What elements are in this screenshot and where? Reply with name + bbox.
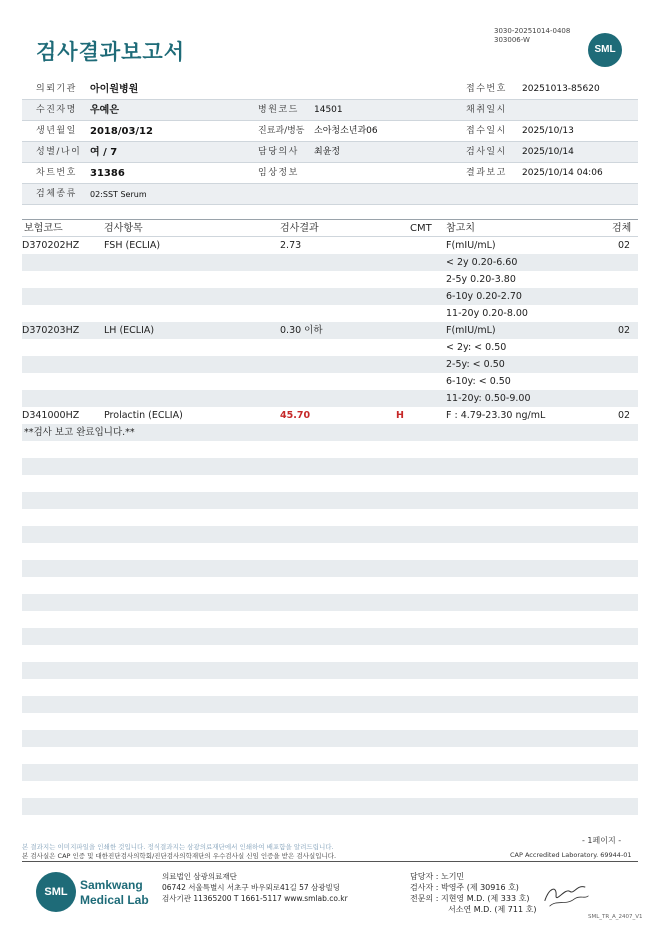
info-row xyxy=(22,142,638,163)
table-row xyxy=(22,356,638,373)
patient-label: 수진자명 xyxy=(36,105,77,115)
row-specimen: 02 xyxy=(618,410,631,421)
document-ids xyxy=(494,27,570,45)
table-row xyxy=(22,237,638,254)
empty-row xyxy=(22,492,638,509)
lab-name-line2: Medical Lab xyxy=(80,893,149,907)
empty-row xyxy=(22,594,638,611)
hospital-label: 의뢰기관 xyxy=(36,84,77,94)
lab-name-line1: Samkwang xyxy=(80,878,143,892)
table-row xyxy=(22,288,638,305)
row-code: D370203HZ xyxy=(22,325,80,336)
row-reference: 2-5y: < 0.50 xyxy=(446,359,505,370)
table-row xyxy=(22,339,638,356)
hospital-code-value: 14501 xyxy=(314,105,343,115)
row-result-high: 45.70 xyxy=(280,410,311,421)
row-reference: 11-20y 0.20-8.00 xyxy=(446,308,528,319)
info-row xyxy=(22,163,638,184)
chart-value: 31386 xyxy=(90,168,125,179)
patient-info-block xyxy=(22,79,638,205)
report-complete-note: **검사 보고 완료입니다.** xyxy=(24,427,135,438)
chart-label: 차트번호 xyxy=(36,168,77,178)
collection-label: 채취일시 xyxy=(466,105,507,115)
accession-label: 접수번호 xyxy=(466,84,507,94)
header-item: 검사항목 xyxy=(104,223,143,234)
report-title: 검사결과보고서 xyxy=(36,40,186,64)
header-code: 보험코드 xyxy=(24,223,63,234)
dob-label: 생년월일 xyxy=(36,126,77,136)
header-specimen: 검체 xyxy=(612,223,632,234)
received-value: 2025/10/13 xyxy=(522,126,574,136)
footer-divider xyxy=(22,861,638,862)
tested-value: 2025/10/14 xyxy=(522,147,574,157)
sml-logo: SML xyxy=(588,33,622,67)
foundation-info xyxy=(162,871,348,904)
row-reference: < 2y 0.20-6.60 xyxy=(446,257,518,268)
specimen-label: 검체종류 xyxy=(36,189,77,199)
dob-value: 2018/03/12 xyxy=(90,126,153,137)
info-row xyxy=(22,121,638,142)
sml-logo-mark: SML xyxy=(36,872,76,912)
row-reference: F(mIU/mL) xyxy=(446,325,496,336)
info-row xyxy=(22,184,638,205)
row-result: 2.73 xyxy=(280,240,302,251)
row-reference: F : 4.79-23.30 ng/mL xyxy=(446,410,546,421)
sex-age-value: 여 / 7 xyxy=(90,147,118,158)
row-item: Prolactin (ECLIA) xyxy=(104,410,183,421)
signature-image xyxy=(538,877,591,912)
empty-row xyxy=(22,696,638,713)
empty-row xyxy=(22,458,638,475)
empty-row xyxy=(22,764,638,781)
empty-row xyxy=(22,628,638,645)
header-result: 검사결과 xyxy=(280,223,319,234)
specimen-value: 02:SST Serum xyxy=(90,190,147,199)
staff-specialist-1: 전문의 : 지현영 M.D. (제 333 호) xyxy=(410,894,530,903)
tested-label: 검사일시 xyxy=(466,147,507,157)
info-row xyxy=(22,79,638,100)
row-result: 0.30 이하 xyxy=(280,325,323,336)
row-reference: 11-20y: 0.50-9.00 xyxy=(446,393,531,404)
row-reference: 6-10y 0.20-2.70 xyxy=(446,291,522,302)
clinical-label: 임상정보 xyxy=(258,168,299,178)
cap-accreditation: CAP Accredited Laboratory. 69944-01 xyxy=(510,851,632,859)
document-id-1: 3030-20251014-0408 xyxy=(494,27,571,35)
staff-tester: 검사자 : 박영주 (제 30916 호) xyxy=(410,883,519,892)
empty-row xyxy=(22,662,638,679)
accession-value: 20251013-85620 xyxy=(522,84,600,94)
image-notice: 본 결과지는 이미지파일을 인쇄한 것입니다. 정식결과지는 삼광의료재단에서 인쇄하여 배포함을 알려드립니다. xyxy=(22,843,334,851)
patient-value: 우예은 xyxy=(90,105,119,116)
staff-specialist-2: 서소연 M.D. (제 711 호) xyxy=(448,905,537,914)
row-reference: 6-10y: < 0.50 xyxy=(446,376,511,387)
table-row xyxy=(22,322,638,339)
staff-manager: 담당자 : 노기민 xyxy=(410,872,465,881)
header-cmt: CMT xyxy=(410,223,432,234)
doctor-value: 최윤정 xyxy=(314,147,341,157)
reported-label: 결과보고 xyxy=(466,168,507,178)
table-row xyxy=(22,254,638,271)
row-reference: 2-5y 0.20-3.80 xyxy=(446,274,516,285)
received-label: 접수일시 xyxy=(466,126,507,136)
accreditation-notice: 본 검사실은 CAP 인증 및 대한진단검사의학회/진단검사의학재단의 우수검사실 신임 인증을 받은 검사실입니다. xyxy=(22,852,337,860)
foundation-name: 의료법인 삼광의료재단 xyxy=(162,872,237,881)
row-reference: F(mIU/mL) xyxy=(446,240,496,251)
table-row xyxy=(22,373,638,390)
row-code: D370202HZ xyxy=(22,240,80,251)
results-table-header xyxy=(22,219,638,237)
row-item: LH (ECLIA) xyxy=(104,325,155,336)
empty-row xyxy=(22,526,638,543)
header-reference: 참고치 xyxy=(446,223,475,234)
empty-row xyxy=(22,730,638,747)
table-row xyxy=(22,390,638,407)
row-code: D341000HZ xyxy=(22,410,80,421)
table-row xyxy=(22,424,638,441)
foundation-address: 06742 서울특별시 서초구 바우뫼로41길 57 삼광빌딩 xyxy=(162,883,341,892)
sex-age-label: 성별/나이 xyxy=(36,147,82,157)
reported-value: 2025/10/14 04:06 xyxy=(522,168,603,178)
empty-rows xyxy=(22,458,638,832)
doctor-label: 담당의사 xyxy=(258,147,299,157)
page-number: - 1페이지 - xyxy=(582,836,622,845)
dept-value: 소아청소년과06 xyxy=(314,126,378,136)
row-specimen: 02 xyxy=(618,240,631,251)
hospital-code-label: 병원코드 xyxy=(258,105,299,115)
row-specimen: 02 xyxy=(618,325,631,336)
dept-label: 진료과/병동 xyxy=(258,126,305,136)
table-row xyxy=(22,305,638,322)
foundation-contact: 검사기관 11365200 T 1661-5117 www.smlab.co.kr xyxy=(162,894,348,903)
row-reference: < 2y: < 0.50 xyxy=(446,342,507,353)
table-row xyxy=(22,407,638,424)
results-table xyxy=(22,237,638,441)
staff-info xyxy=(410,871,536,915)
empty-row xyxy=(22,560,638,577)
form-code: SML_TR_A_2407_V1 xyxy=(588,914,643,920)
info-row xyxy=(22,100,638,121)
table-row xyxy=(22,271,638,288)
hospital-value: 아이원병원 xyxy=(90,84,139,95)
empty-row xyxy=(22,798,638,815)
row-item: FSH (ECLIA) xyxy=(104,240,161,251)
row-flag-high: H xyxy=(396,410,404,421)
document-id-2: 303006-W xyxy=(494,36,530,44)
